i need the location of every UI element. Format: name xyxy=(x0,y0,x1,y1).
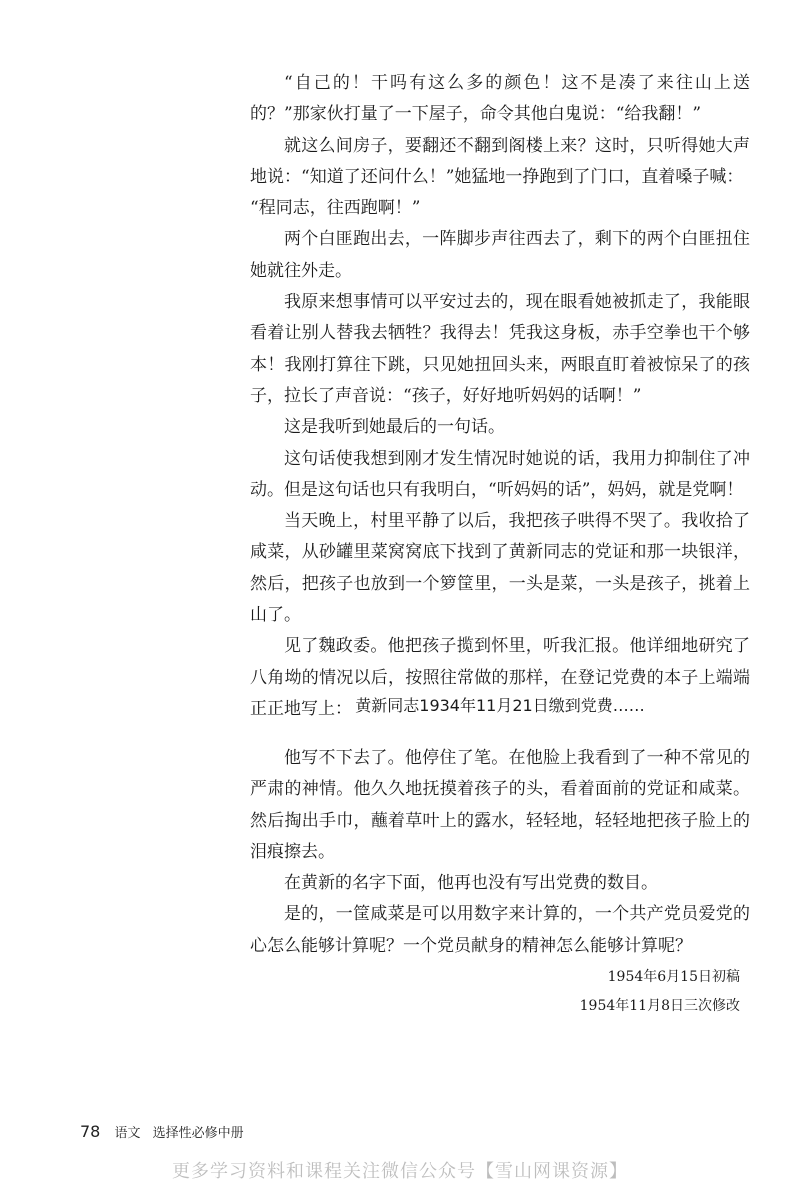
party-fee-record-quote: 黄新同志1934年11月21日缴到党费…… xyxy=(355,696,645,715)
page-number: 78 xyxy=(80,1122,101,1141)
paragraph: “程同志，往西跑啊！” xyxy=(250,198,421,219)
first-draft-date: 1954年6月15日初稿 xyxy=(607,969,740,985)
third-revision-date: 1954年11月8日三次修改 xyxy=(579,998,740,1014)
watermark-text: 更多学习资料和课程关注微信公众号【雪山网课资源】 xyxy=(172,1161,628,1182)
composition-dates xyxy=(400,963,740,1021)
paragraph: 见了魏政委。他把孩子揽到怀里，听我汇报。他详细地研究了八角坳的情况以后，按照往常做的那样，在登记党费的本子上端端正正地写上： xyxy=(250,636,750,719)
paragraph: 这是我听到她最后的一句话。 xyxy=(284,417,505,438)
paragraph: 他写不下去了。他停住了笔。在他脸上我看到了一种不常见的严肃的神情。他久久地抚摸着孩子的头，看着面前的党证和咸菜。然后掏出手巾，蘸着草叶上的露水，轻轻地，轻轻地把孩子脸上的泪痕擦去。 xyxy=(250,748,750,862)
story-text-bottom xyxy=(250,743,750,962)
story-text-top xyxy=(250,68,750,725)
paragraph: 我原来想事情可以平安过去的，现在眼看她被抓走了，我能眼看着让别人替我去牺牲？我得去！凭我这身板，赤手空拳也干个够本！我刚打算往下跳，只见她扭回头来，两眼直盯着被惊呆了的孩子，拉长了声音说：“孩子，好好地听妈妈的话啊！” xyxy=(250,292,750,406)
paragraph: 两个白匪跑出去，一阵脚步声往西去了，剩下的两个白匪扭住她就往外走。 xyxy=(250,229,750,281)
paragraph: 在黄新的名字下面，他再也没有写出党费的数目。 xyxy=(284,873,658,894)
paragraph: 就这么间房子，要翻还不翻到阁楼上来？这时，只听得她大声地说：“知道了还问什么！”她猛地一挣跑到了门口，直着嗓子喊： xyxy=(250,135,750,187)
paragraph: 是的，一筐咸菜是可以用数字来计算的，一个共产党员爱党的心怎么能够计算呢？一个党员献身的精神怎么能够计算呢？ xyxy=(250,904,750,956)
paragraph: “自己的！干吗有这么多的颜色！这不是凑了来往山上送的？”那家伙打量了一下屋子，命令其他白鬼说：“给我翻！” xyxy=(250,73,750,125)
paragraph: 当天晚上，村里平静了以后，我把孩子哄得不哭了。我收拾了咸菜，从砂罐里菜窝窝底下找到了黄新同志的党证和那一块银洋，然后，把孩子也放到一个箩筐里，一头是菜，一头是孩子，挑着上山了。 xyxy=(250,511,750,626)
page-footer xyxy=(80,1122,244,1141)
paragraph: 这句话使我想到刚才发生情况时她说的话，我用力抑制住了冲动。但是这句话也只有我明白，“听妈妈的话”，妈妈，就是党啊！ xyxy=(250,448,750,500)
subject-label: 语文 xyxy=(114,1126,141,1141)
book-title: 选择性必修中册 xyxy=(152,1126,244,1141)
